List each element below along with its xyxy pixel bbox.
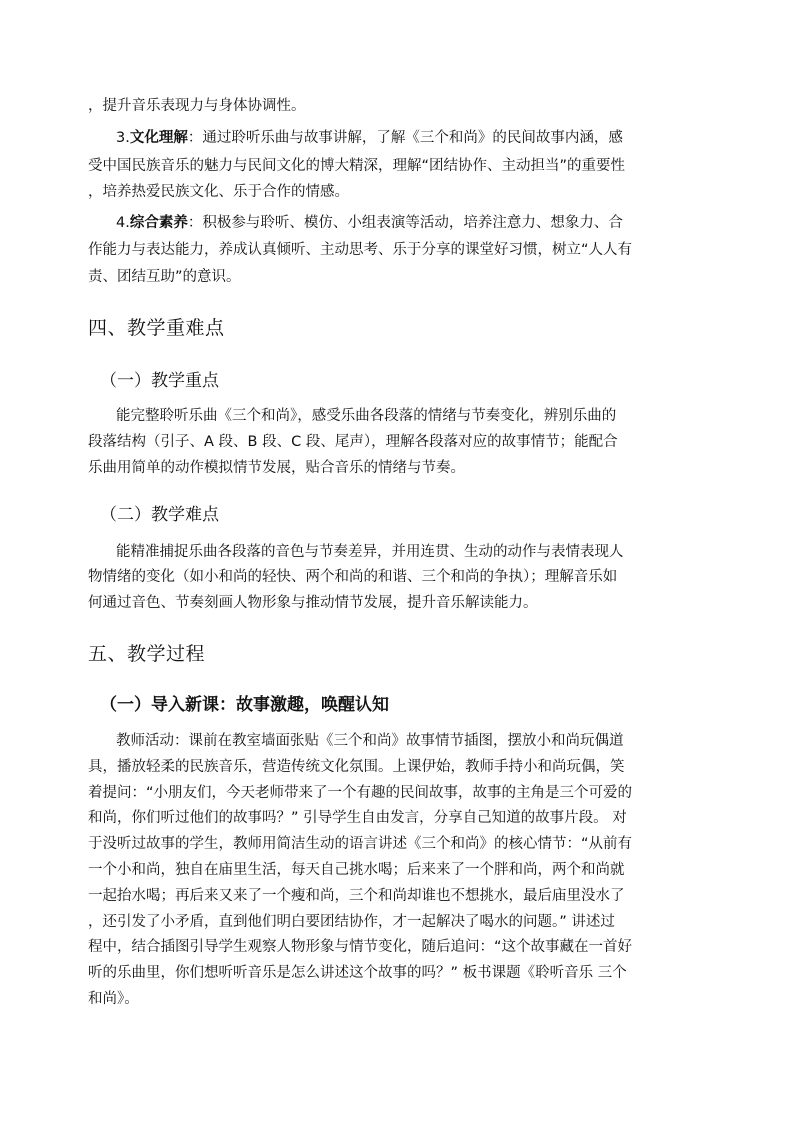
objective-item-4 [116,211,708,235]
objective-item-3 [116,126,708,150]
item-term: 文化理解 [129,130,188,146]
item-term: 综合素养 [129,215,188,231]
paragraph-line: 一起抬水喝；再后来又来了一个瘦和尚，三个和尚却谁也不想挑水，最后庙里没水了 [88,888,625,904]
subsection-heading: （二）教学难点 [100,505,219,525]
item-number: 4. [116,215,130,231]
subsection-heading: （一）导入新课：故事激趣，唤醒认知 [100,695,389,715]
paragraph-line: 责、团结互助”的意识。 [88,269,241,285]
paragraph-line: 听的乐曲里，你们想听听音乐是怎么讲述这个故事的吗？” 板书课题《聆听音乐 三个 [88,965,627,981]
item-text: ：通过聆听乐曲与故事讲解，了解《三个和尚》的民间故事内涵，感 [187,130,623,146]
paragraph-line: 受中国民族音乐的魅力与民间文化的博大精深，理解“团结协作、主动担当”的重要性 [88,158,626,174]
subsection-heading: （一）教学重点 [100,371,219,391]
paragraph-line: 和尚，你们听过他们的故事吗？” 引导学生自由发言，分享自己知道的故事片段。 对 [88,810,627,826]
paragraph-line: 作能力与表达能力，养成认真倾听、主动思考、乐于分享的课堂好习惯，树立“人人有 [88,242,633,258]
paragraph-line: 一个小和尚，独自在庙里生活，每天自己挑水喝；后来来了一个胖和尚，两个和尚就 [88,862,625,878]
paragraph-line: 段落结构（引子、A 段、B 段、C 段、尾声），理解各段落对应的故事情节；能配合 [88,434,618,450]
section-heading: 四、教学重难点 [88,317,225,339]
item-number: 3. [116,130,130,146]
paragraph-line: 于没听过故事的学生，教师用简洁生动的语言讲述《三个和尚》的核心情节：“从前有 [88,836,633,852]
paragraph-line: 何通过音色、节奏刻画人物形象与推动情节发展，提升音乐解读能力。 [88,595,538,611]
paragraph-line: 教师活动：课前在教室墙面张贴《三个和尚》故事情节插图，摆放小和尚玩偶道 [116,733,624,749]
paragraph-line: ，培养热爱民族文化、乐于合作的情感。 [88,184,349,200]
paragraph-line: 具，播放轻柔的民族音乐，营造传统文化氛围。上课伊始，教师手持小和尚玩偶，笑 [88,759,625,775]
paragraph-line: 着提问：“小朋友们，今天老师带来了一个有趣的民间故事，故事的主角是三个可爱的 [88,785,633,801]
paragraph-line: 能精准捕捉乐曲各段落的音色与节奏差异，并用连贯、生动的动作与表情表现人 [116,544,624,560]
paragraph-line: 程中，结合插图引导学生观察人物形象与情节变化，随后追问：“这个故事藏在一首好 [88,939,633,955]
paragraph-line: 和尚》。 [88,991,139,1007]
paragraph-line: 物情绪的变化（如小和尚的轻快、两个和尚的和谐、三个和尚的争执）；理解音乐如 [88,569,618,585]
paragraph-line: 能完整聆听乐曲《三个和尚》，感受乐曲各段落的情绪与节奏变化，辨别乐曲的 [116,408,617,424]
paragraph-line: 乐曲用简单的动作模拟情节发展，贴合音乐的情绪与节奏。 [88,460,465,476]
section-heading: 五、教学过程 [88,643,206,665]
paragraph-line: ，还引发了小矛盾，直到他们明白要团结协作，才一起解决了喝水的问题。” 讲述过 [88,914,615,930]
item-text: ：积极参与聆听、模仿、小组表演等活动，培养注意力、想象力、合 [187,215,623,231]
paragraph-line: ，提升音乐表现力与身体协调性。 [88,98,306,114]
